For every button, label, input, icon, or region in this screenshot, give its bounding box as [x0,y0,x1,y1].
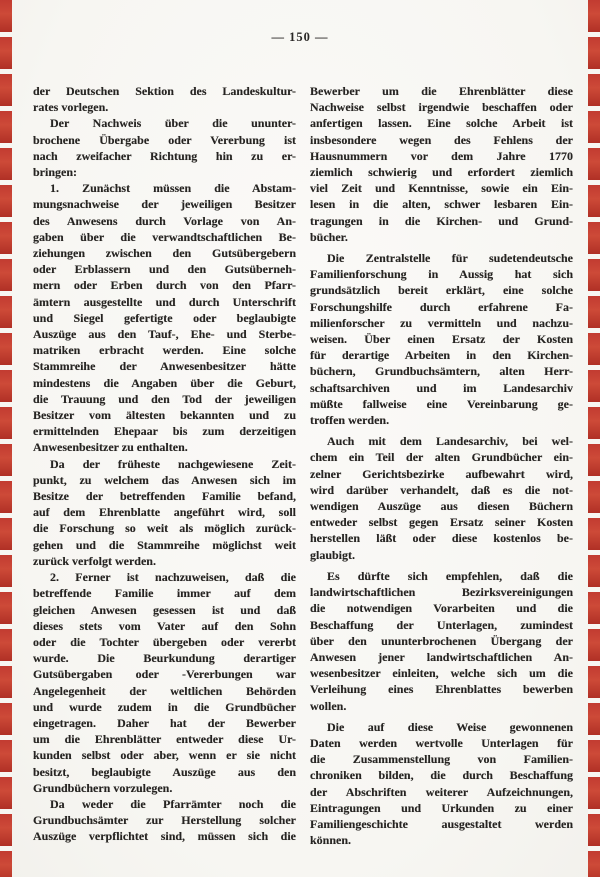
text-line: der Deutschen Sektion des Landeskultur- [33,84,296,98]
text-line: die notwendigen Vorarbeiten und die [310,601,573,616]
text-line: bringen: [33,165,78,180]
paragraph [33,83,296,115]
paragraph [310,83,573,245]
text-line: Forschungshilfe durch erfahrene Fa- [310,299,573,314]
text-line: Beschaffung der Unterlagen, zumindest [310,617,573,632]
text-line: herstellen läßt oder diese kostenlos be- [310,531,573,546]
text-line: chem ein Teil der alten Grundbücher ein- [310,450,573,465]
text-line: entweder selbst gegen Ersatz seiner Kosten [310,515,573,530]
paragraph [33,456,296,569]
text-line: glaubigt. [310,547,356,562]
text-line: des Anwesens durch Vorlage von An- [33,213,296,228]
text-line: ämtern ausgestellte und durch Unterschrift [33,294,296,309]
text-line: anfertigen lassen. Eine solche Arbeit ist [310,116,573,131]
text-line: Gutsübergaben oder -Vererbungen war [33,667,296,682]
text-line: Daten werden wertvolle Unterlagen für [310,735,573,750]
text-line: zurück verfolgt werden. [33,553,156,568]
text-line: Anwesen jener landwirtschaftlichen An- [310,649,573,664]
text-line: Da der früheste nachgewiesene Zeit- [50,456,296,471]
text-line: milienforscher zu vermitteln und nachzu- [310,315,573,330]
text-line: eingetragen. Daher hat der Bewerber [33,715,296,730]
text-line: dieses stets vom Vater auf den Sohn [33,618,296,633]
text-line: Familienforschung in Aussig hat sich [310,267,573,282]
page-number: — 150 — [271,30,329,44]
text-line: lesen in die alten, schwer lesbaren Ein- [310,197,573,212]
text-line: gehen und die Stammreihe möglichst weit [33,537,296,552]
text-line: oder die Tochter übergeben oder vererbt [33,634,296,649]
text-line: Angelegenheit der weltlichen Behörden [33,683,296,698]
text-line: schaftsarchiven und im Landesarchiv [310,380,573,395]
text-line: wollen. [310,698,347,713]
text-line: nach zweifacher Richtung hin zu er- [33,148,296,163]
text-line: und Siegel gefertigte oder beglaubigte [33,310,296,325]
text-line: auf dem Ehrenblatte angeführt wird, soll [33,505,296,520]
text-line: rates vorlegen. [33,100,109,115]
text-line: matriken erbracht werden. Eine solche [33,343,296,358]
text-line: wird darüber verhandelt, daß es die not- [310,482,573,497]
paragraph [310,719,573,849]
text-line: wendigen Auszüge aus diesen Büchern [310,499,573,514]
text-line: landwirtschaftlichen Bezirksvereinigungen [310,585,573,600]
text-line: mern oder Erben durch von den Pfarr- [33,278,296,293]
text-line: Auszüge aus den Tauf-, Ehe- und Sterbe- [33,327,296,342]
paragraph [310,433,573,563]
left-edge-marking [0,0,12,877]
text-line: wesenbesitzer einleiten, welche sich um die [310,666,573,681]
paragraph [33,796,296,845]
text-line: 2. Ferner ist nachzuweisen, daß die [50,570,296,585]
paragraph [33,180,296,455]
text-line: mungsnachweise der jeweiligen Besitzer [33,197,296,212]
text-line: Anwesenbesitzer zu enthalten. [33,440,188,455]
text-line: grundsätzlich bereit erklärt, eine solche [310,283,573,298]
text-line: Grundbuchsämter zur Herstellung solcher [33,813,296,828]
text-line: gleichen Anwesen gesessen ist und daß [33,602,296,617]
text-line: oder Erblassern und den Gutsüberneh- [33,262,296,277]
text-line: Es dürfte sich empfehlen, daß die [327,568,573,583]
text-line: Die Zentralstelle für sudetendeutsche [327,251,573,266]
text-line: über den ununterbrochenen Übergang der [310,633,573,648]
text-line: Besitzer vom ältesten bekannten und zu [33,408,296,423]
text-line: betreffende Familie immer auf dem [33,586,296,601]
text-line: 1. Zunächst müssen die Abstam- [50,181,296,196]
text-line: die Zusammenstellung von Familien- [310,752,573,767]
text-line: ziehungen zwischen den Gutsübergebern [33,246,296,261]
text-line: insbesondere wegen des Fehlens der [310,132,573,147]
text-line: Auch mit dem Landesarchiv, bei wel- [327,434,573,449]
text-line: Besitze der betreffenden Familie befand, [33,489,296,504]
text-line: Hausnummern vor dem Jahre 1770 [310,148,573,163]
text-line: troffen werden. [310,413,390,428]
paragraph [310,250,573,428]
text-line: und wurde zudem in die Grundbücher [33,699,296,714]
text-line: gaben über die verwandtschaftlichen Be- [33,229,296,244]
text-line: viel Zeit und Kenntnisse, sowie ein Ein- [310,181,573,196]
text-line: Bewerber um die Ehrenblätter diese [310,84,573,98]
text-line: Eintragungen und Urkunden zu einer [310,800,573,815]
text-line: wurde. Die Beurkundung derartiger [33,651,296,666]
text-column-right [310,83,573,848]
text-line: Auszüge verpflichtet sind, müssen sich die [33,829,296,844]
text-line: mindestens die Angaben über die Geburt, [33,375,296,390]
text-line: Da weder die Pfarrämter noch die [50,796,296,811]
text-line: Grundbüchern vorzulegen. [33,780,173,795]
text-line: können. [310,833,352,848]
text-line: ermittelnden Ehepaar bis zum derzeitigen [33,424,296,439]
text-column-left [33,83,296,845]
right-edge-marking [588,0,600,877]
text-line: weisen. Über einen Ersatz der Kosten [310,332,573,347]
text-line: Familiengeschichte ausgestaltet werden [310,816,573,831]
text-line: punkt, zu welchem das Anwesen sich im [33,472,296,487]
text-line: für derartige Arbeiten in den Kirchen- [310,348,573,363]
text-line: chroniken bilden, die durch Beschaffung [310,768,573,783]
text-line: Verleihung eines Ehrenblattes bewerben [310,682,573,697]
text-line: müßte fallweise eine Vereinbarung ge- [310,396,573,411]
paragraph [310,568,573,714]
text-line: tragungen in die Kirchen- und Grund- [310,213,573,228]
text-line: bücher. [310,229,348,244]
text-line: Der Nachweis über die ununter- [50,116,296,131]
text-line: Nachweise selbst irgendwie beschaffen oder [310,100,573,115]
paragraph [33,115,296,180]
text-line: der Abschriften weiterer Aufzeichnungen, [310,784,573,799]
text-line: Die auf diese Weise gewonnenen [327,719,573,734]
text-line: die Trauung und den Tod der jeweiligen [33,391,296,406]
text-line: ziemlich schwierig und erfordert ziemlich [310,165,573,180]
text-line: büchern, Grundbuchsämtern, alten Herr- [310,364,573,379]
text-line: besitzt, beglaubigte Auszüge aus den [33,764,296,779]
paragraph [33,569,296,796]
text-line: brochene Übergabe oder Vererbung ist [33,132,296,147]
text-line: Stammreihe der Anwesenbesitzer hätte [33,359,296,374]
text-line: zelner Gerichtsbezirke aufbewahrt wird, [310,466,573,481]
text-line: kunden selbst oder aber, wenn er sie nicht [33,748,296,763]
text-line: die Forschung so weit als möglich zurück- [33,521,296,536]
text-line: um die Ehrenblätter entweder diese Ur- [33,732,296,747]
